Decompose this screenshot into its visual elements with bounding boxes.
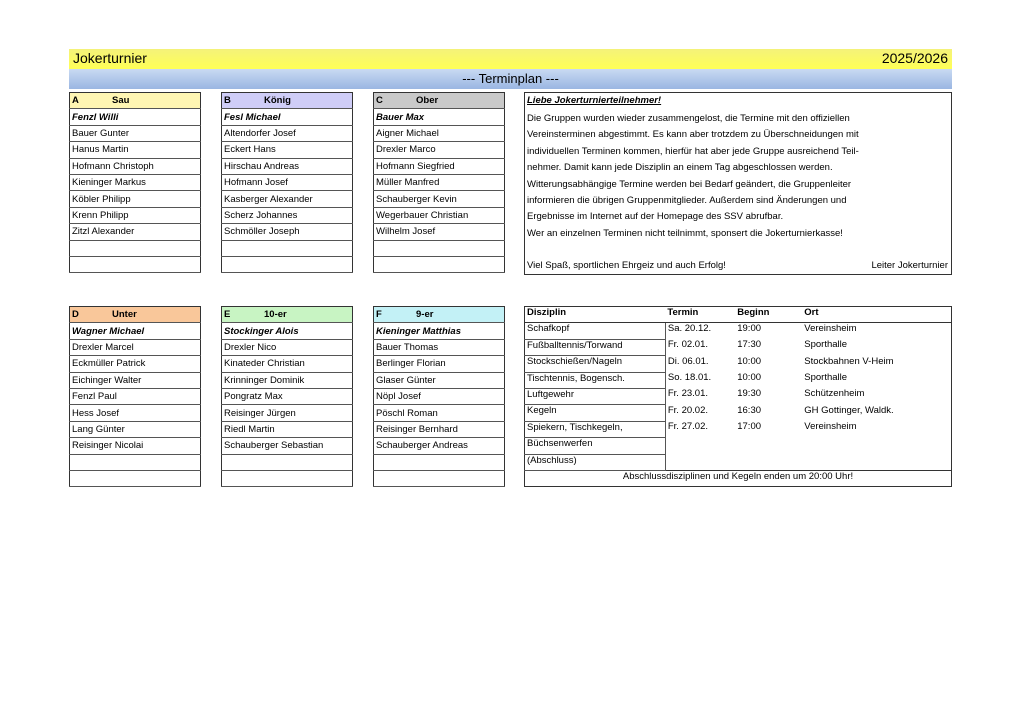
- info-line: individuellen Terminen kommen, hierfür hat aber jede Gruppe ausreichend Teil-: [527, 145, 859, 157]
- group-member: [222, 454, 353, 470]
- schedule-cell: 19:00: [737, 323, 762, 335]
- group-member: Hess Josef: [70, 405, 201, 421]
- schedule-header: Ort: [802, 307, 951, 323]
- info-signature: Leiter Jokerturnier: [871, 260, 948, 271]
- info-line: informieren die übrigen Gruppenmitglieder. Außerdem sind Änderungen und: [527, 194, 847, 206]
- schedule-cell: Kegeln: [525, 405, 666, 421]
- group-member: Kieninger Markus: [70, 174, 201, 190]
- schedule-cell: [665, 454, 735, 470]
- schedule-header: Beginn: [735, 307, 802, 323]
- schedule-cell: 17:30: [737, 339, 762, 351]
- schedule-cell: Tischtennis, Bogensch.: [525, 372, 666, 388]
- group-leader: Wagner Michael: [70, 323, 201, 339]
- group-letter: A: [72, 95, 79, 107]
- schedule-cell: Sporthalle: [804, 372, 848, 384]
- group-member: Bauer Gunter: [70, 125, 201, 141]
- info-line: Ergebnisse im Internet auf der Homepage des SSV abrufbar.: [527, 211, 784, 223]
- schedule-cell: [802, 454, 951, 470]
- group-table-e: [221, 306, 353, 487]
- info-body: [527, 111, 949, 242]
- schedule-cell: Luftgewehr: [525, 388, 666, 404]
- group-leader: Fenzl Willi: [70, 109, 201, 125]
- group-member: Krinninger Dominik: [222, 372, 353, 388]
- schedule-cell: GH Gottinger, Waldk.: [804, 404, 894, 416]
- group-member: Müller Manfred: [374, 174, 505, 190]
- group-member: Altendorfer Josef: [222, 125, 353, 141]
- group-header: [222, 93, 353, 109]
- group-member: Hofmann Josef: [222, 174, 353, 190]
- group-letter: C: [376, 95, 383, 107]
- group-member: Lang Günter: [70, 421, 201, 437]
- group-member: Hofmann Christoph: [70, 158, 201, 174]
- group-name: 10-er: [264, 309, 287, 321]
- group-member: Wilhelm Josef: [374, 224, 505, 240]
- group-member: Reisinger Nicolai: [70, 438, 201, 454]
- group-member: Reisinger Jürgen: [222, 405, 353, 421]
- info-line: Die Gruppen wurden wieder zusammengelost, die Termine mit den offiziellen: [527, 113, 850, 124]
- group-member: Drexler Marco: [374, 142, 505, 158]
- schedule-cell: Fr. 27.02.: [667, 421, 708, 433]
- group-member: Drexler Marcel: [70, 339, 201, 355]
- group-member: Schauberger Kevin: [374, 191, 505, 207]
- group-leader: Fesl Michael: [222, 109, 353, 125]
- group-member: [374, 240, 505, 256]
- info-line: Wer an einzelnen Terminen nicht teilnimmt, sponsert die Jokerturnierkasse!: [527, 227, 843, 239]
- group-member: Glaser Günter: [374, 372, 505, 388]
- group-leader: Kieninger Matthias: [374, 323, 505, 339]
- schedule-note: Abschlussdisziplinen und Kegeln enden um 20:00 Uhr!: [525, 470, 952, 486]
- schedule-cell: Fr. 20.02.: [667, 404, 708, 416]
- group-member: Krenn Philipp: [70, 207, 201, 223]
- group-member: Wegerbauer Christian: [374, 207, 505, 223]
- group-member: Hofmann Siegfried: [374, 158, 505, 174]
- group-member: Zitzl Alexander: [70, 224, 201, 240]
- info-box: [524, 92, 952, 275]
- info-line: nehmer. Damit kann jede Disziplin an einem Tag abgeschlossen werden.: [527, 162, 833, 174]
- schedule-cell: Vereinsheim: [804, 323, 857, 335]
- schedule-cell: Schützenheim: [804, 388, 865, 400]
- schedule-header: Disziplin: [525, 307, 666, 323]
- group-member: Aigner Michael: [374, 125, 505, 141]
- schedule-cell: 16:30: [737, 404, 762, 416]
- group-member: Eckert Hans: [222, 142, 353, 158]
- group-member: Reisinger Bernhard: [374, 421, 505, 437]
- group-header: [222, 307, 353, 323]
- group-member: Eichinger Walter: [70, 372, 201, 388]
- group-member: Hanus Martin: [70, 142, 201, 158]
- schedule-cell: Fußballtennis/Torwand: [525, 339, 666, 355]
- group-name: Sau: [112, 95, 130, 107]
- group-name: König: [264, 95, 291, 107]
- schedule-cell: Fr. 02.01.: [667, 339, 708, 351]
- group-member: Hirschau Andreas: [222, 158, 353, 174]
- group-member: Bauer Thomas: [374, 339, 505, 355]
- title-bar: [69, 49, 952, 69]
- schedule-cell: 17:00: [737, 421, 762, 433]
- schedule-cell: Fr. 23.01.: [667, 388, 708, 400]
- group-member: Nöpl Josef: [374, 388, 505, 404]
- group-member: Pöschl Roman: [374, 405, 505, 421]
- group-member: [222, 240, 353, 256]
- schedule-cell: 10:00: [737, 372, 762, 384]
- schedule-cell: (Abschluss): [525, 454, 666, 470]
- group-letter: F: [376, 309, 382, 321]
- group-member: [374, 256, 505, 272]
- group-letter: D: [72, 309, 79, 321]
- schedule-cell: Büchsenwerfen: [525, 438, 666, 454]
- group-header: [70, 307, 201, 323]
- schedule-cell: Spiekern, Tischkegeln,: [525, 421, 666, 437]
- group-header: [374, 307, 505, 323]
- info-line: Witterungsabhängige Termine werden bei Bedarf geändert, die Gruppenleiter: [527, 178, 852, 190]
- group-member: Schauberger Sebastian: [222, 438, 353, 454]
- group-member: Kinateder Christian: [222, 356, 353, 372]
- group-letter: E: [224, 309, 231, 321]
- info-footer: Viel Spaß, sportlichen Ehrgeiz und auch Erfolg!: [527, 260, 726, 271]
- group-table-b: [221, 92, 353, 273]
- schedule-cell: [802, 438, 951, 454]
- group-member: Fenzl Paul: [70, 388, 201, 404]
- group-member: Scherz Johannes: [222, 207, 353, 223]
- group-leader: Bauer Max: [374, 109, 505, 125]
- schedule-header: Termin: [665, 307, 735, 323]
- schedule-cell: [735, 438, 802, 454]
- schedule-table: [524, 306, 952, 487]
- group-member: [70, 240, 201, 256]
- group-member: Drexler Nico: [222, 339, 353, 355]
- group-table-d: [69, 306, 201, 487]
- group-member: [70, 454, 201, 470]
- info-line: Vereinsterminen abgestimmt. Es kann aber trotzdem zu Überschneidungen mit: [527, 129, 859, 141]
- group-member: Eckmüller Patrick: [70, 356, 201, 372]
- season-label: 2025/2026: [881, 50, 948, 66]
- group-member: [374, 470, 505, 486]
- group-member: Kasberger Alexander: [222, 191, 353, 207]
- page-title: Jokerturnier: [73, 50, 147, 66]
- group-member: [70, 256, 201, 272]
- group-member: Schauberger Andreas: [374, 438, 505, 454]
- schedule-cell: [665, 438, 735, 454]
- schedule-cell: 10:00: [737, 355, 762, 367]
- schedule-cell: Sa. 20.12.: [667, 323, 712, 335]
- group-member: Pongratz Max: [222, 388, 353, 404]
- group-table-f: [373, 306, 505, 487]
- group-member: Schmöller Joseph: [222, 224, 353, 240]
- group-header: [70, 93, 201, 109]
- group-table-a: [69, 92, 201, 273]
- group-table-c: [373, 92, 505, 273]
- schedule-cell: Schafkopf: [525, 323, 666, 339]
- group-member: [222, 470, 353, 486]
- group-name: Unter: [112, 309, 137, 321]
- schedule-cell: So. 18.01.: [667, 372, 712, 384]
- info-title: Liebe Jokerturnierteilnehmer!: [527, 95, 662, 106]
- schedule-cell: Stockschießen/Nageln: [525, 356, 666, 372]
- group-leader: Stockinger Alois: [222, 323, 353, 339]
- schedule-cell: 19:30: [737, 388, 762, 400]
- group-member: [70, 470, 201, 486]
- group-letter: B: [224, 95, 231, 107]
- group-member: Köbler Philipp: [70, 191, 201, 207]
- schedule-cell: Sporthalle: [804, 339, 848, 351]
- group-header: [374, 93, 505, 109]
- schedule-cell: [735, 454, 802, 470]
- group-member: [222, 256, 353, 272]
- group-member: Berlinger Florian: [374, 356, 505, 372]
- schedule-cell: Stockbahnen V-Heim: [804, 355, 894, 367]
- subtitle-bar: --- Terminplan ---: [69, 69, 952, 89]
- schedule-cell: Di. 06.01.: [667, 355, 709, 367]
- group-member: [374, 454, 505, 470]
- group-name: 9-er: [416, 309, 434, 321]
- group-member: Riedl Martin: [222, 421, 353, 437]
- group-name: Ober: [416, 95, 439, 107]
- schedule-cell: Vereinsheim: [804, 421, 857, 433]
